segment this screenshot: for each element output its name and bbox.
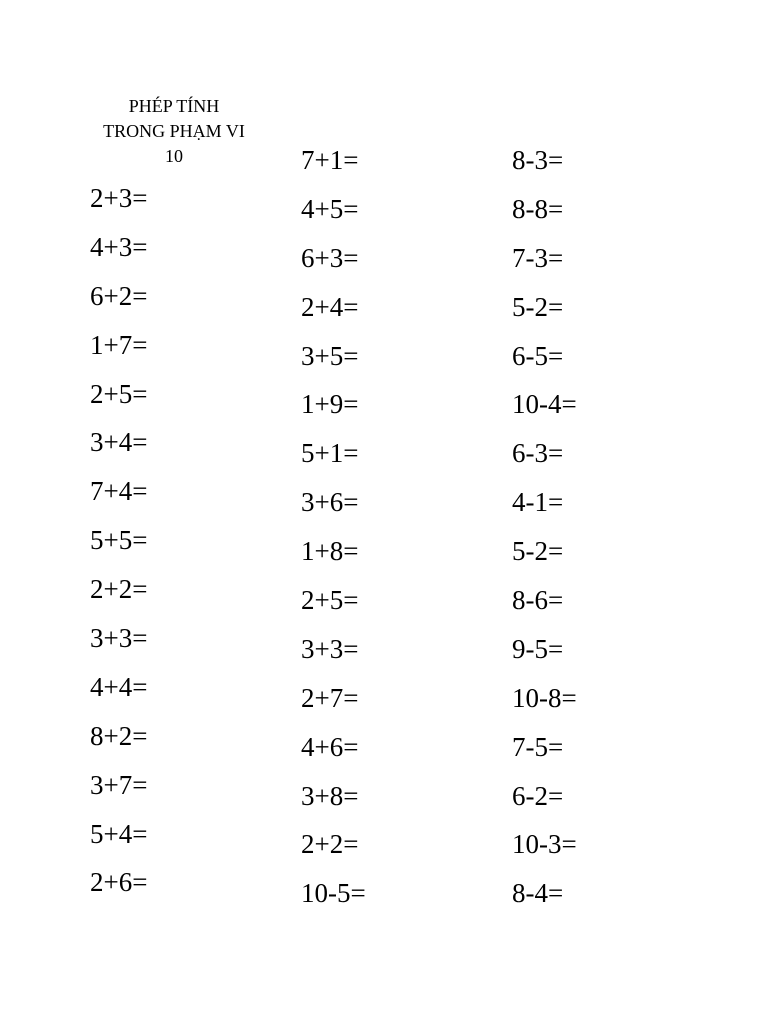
exercise-item: 3+7= <box>90 769 148 800</box>
exercise-item: 5+4= <box>90 818 148 849</box>
exercise-item: 2+5= <box>301 585 359 616</box>
exercise-item: 7+4= <box>90 476 148 507</box>
exercise-item: 8+2= <box>90 720 148 751</box>
exercise-item: 5-2= <box>512 291 564 322</box>
exercise-item: 6+2= <box>90 280 148 311</box>
exercise-item: 2+5= <box>90 378 148 409</box>
exercise-item: 2+3= <box>90 183 148 213</box>
exercise-item: 5+5= <box>90 525 148 556</box>
worksheet-title <box>88 94 260 169</box>
exercise-item: 8-3= <box>512 145 564 175</box>
exercise-item: 3+3= <box>301 633 359 664</box>
exercise-item: 5+1= <box>301 438 359 469</box>
exercise-item: 3+3= <box>90 623 148 654</box>
exercise-item: 4+6= <box>301 731 359 762</box>
exercise-item: 3+8= <box>301 780 359 811</box>
exercise-item: 1+8= <box>301 536 359 567</box>
exercise-item: 4+5= <box>301 193 359 224</box>
exercise-item: 10-4= <box>512 389 577 420</box>
exercise-item: 7-5= <box>512 731 564 762</box>
title-line-1: PHÉP TÍNH <box>128 96 220 116</box>
title-line-2: TRONG PHẠM VI <box>103 121 245 141</box>
exercise-column-3 <box>512 145 577 927</box>
exercise-item: 2+4= <box>301 291 359 322</box>
exercise-item: 4-1= <box>512 487 564 518</box>
exercise-item: 10-8= <box>512 682 577 713</box>
exercise-item: 2+7= <box>301 682 359 713</box>
exercise-item: 3+6= <box>301 487 359 518</box>
exercise-item: 8-8= <box>512 193 564 224</box>
exercise-item: 1+7= <box>90 329 148 360</box>
exercise-item: 9-5= <box>512 633 564 664</box>
exercise-item: 6+3= <box>301 242 359 273</box>
exercise-column-2 <box>301 145 366 927</box>
exercise-item: 6-5= <box>512 340 564 371</box>
exercise-item: 7+1= <box>301 145 359 175</box>
exercise-item: 10-3= <box>512 829 577 860</box>
exercise-item: 6-2= <box>512 780 564 811</box>
exercise-item: 6-3= <box>512 438 564 469</box>
exercise-item: 10-5= <box>301 878 366 909</box>
exercise-column-1 <box>90 183 147 916</box>
exercise-item: 2+2= <box>301 829 359 860</box>
exercise-item: 1+9= <box>301 389 359 420</box>
exercise-item: 5-2= <box>512 536 564 567</box>
exercise-item: 8-4= <box>512 878 564 909</box>
exercise-item: 4+3= <box>90 231 148 262</box>
exercise-item: 3+5= <box>301 340 359 371</box>
exercise-item: 4+4= <box>90 671 148 702</box>
exercise-item: 3+4= <box>90 427 148 458</box>
title-line-3: 10 <box>165 146 183 166</box>
exercise-item: 2+2= <box>90 574 148 605</box>
exercise-item: 7-3= <box>512 242 564 273</box>
exercise-item: 2+6= <box>90 867 148 898</box>
exercise-item: 8-6= <box>512 585 564 616</box>
